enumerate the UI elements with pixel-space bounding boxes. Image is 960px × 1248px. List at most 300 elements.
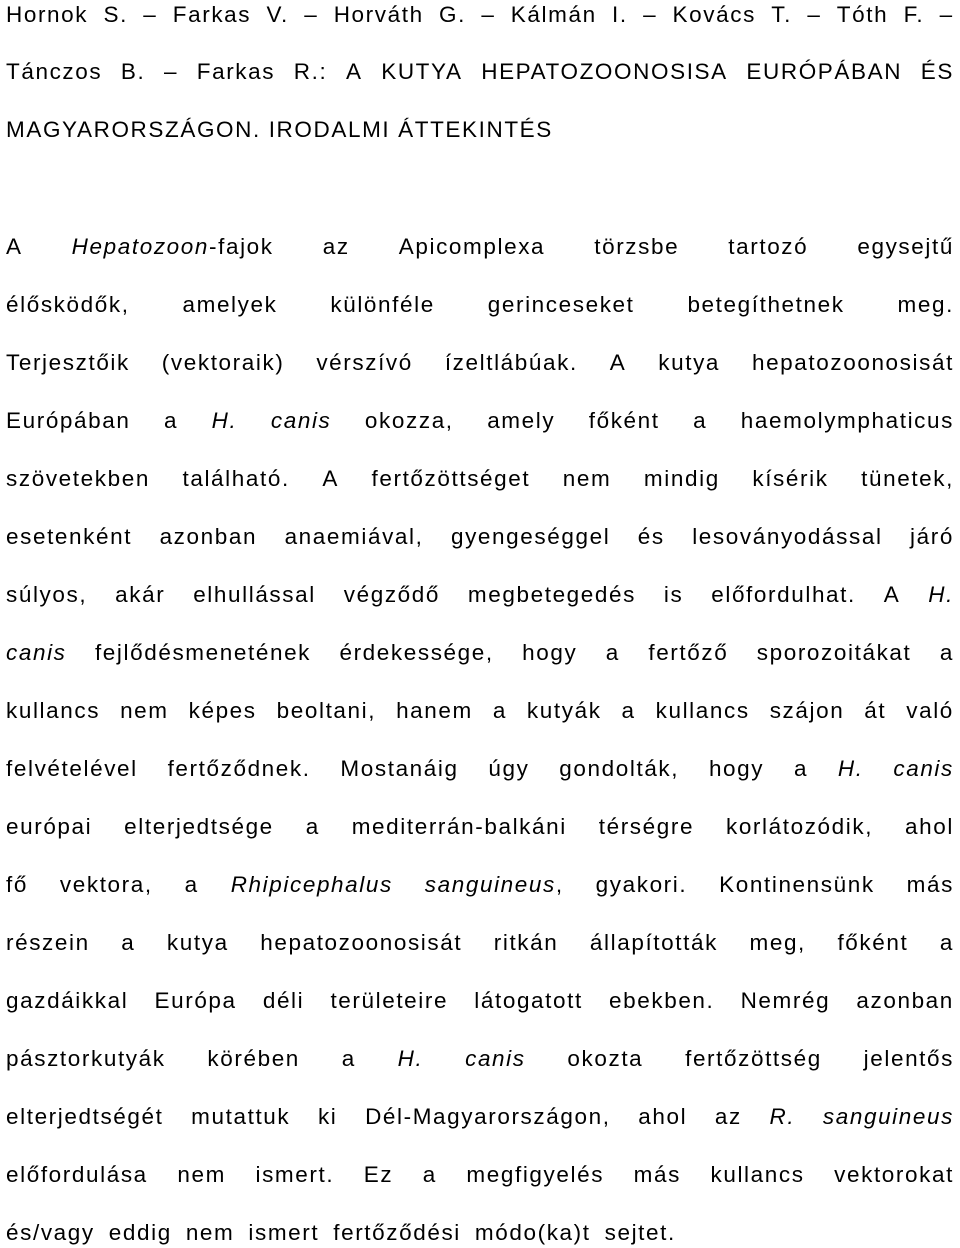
title-line-3 (6, 115, 954, 145)
word-text: főként (588, 408, 660, 433)
header-word: – (643, 2, 658, 27)
word-text: gazdáikkal (6, 988, 129, 1013)
word-text: ebekben. (609, 988, 715, 1013)
body-word (212, 408, 238, 434)
body-word (488, 292, 635, 318)
word-text: vérszívó (316, 350, 413, 375)
body-line (6, 928, 954, 958)
word-text: körében (207, 1046, 300, 1071)
body-word (563, 466, 612, 492)
body-word (606, 640, 620, 666)
word-text: azonban (159, 524, 258, 549)
body-word (609, 988, 714, 1014)
word-text: súlyos, (6, 582, 88, 607)
word-text: Terjesztőik (6, 350, 130, 375)
word-text: és/vagy (6, 1220, 95, 1245)
word-text: déli (262, 988, 305, 1013)
body-word (330, 988, 448, 1014)
body-word (752, 466, 828, 492)
italic-term: H. (837, 756, 864, 781)
italic-term: Rhipicephalus (230, 872, 393, 897)
word-text: kutyák (526, 698, 602, 723)
body-word (838, 756, 864, 782)
header-word: Farkas (196, 59, 276, 84)
body-word (248, 1220, 319, 1246)
word-text: vektorokat (834, 1162, 954, 1187)
body-word (522, 640, 577, 666)
body-word (728, 234, 808, 260)
word-text: anaemiával, (284, 524, 424, 549)
body-word (285, 524, 424, 550)
body-word (306, 814, 320, 840)
word-text: látogatott (474, 988, 583, 1013)
body-word (6, 234, 23, 260)
word-text: szövetekben (6, 466, 150, 491)
body-word (164, 408, 178, 434)
word-text: mutattuk (191, 1104, 291, 1129)
word-text: gerinceseket (487, 292, 635, 317)
word-text: főként (837, 930, 909, 955)
body-word (622, 698, 636, 724)
word-text: ismert (248, 1220, 320, 1245)
body-word (770, 1104, 796, 1130)
word-text: Apicomplexa (398, 234, 546, 259)
body-word (316, 350, 413, 376)
italic-term: Hepatozoon (71, 234, 210, 259)
body-line (6, 348, 954, 378)
word-text: az (322, 234, 350, 259)
word-text: az (714, 1104, 742, 1129)
word-suffix: , (555, 872, 564, 897)
body-word (182, 292, 277, 318)
body-word (685, 1046, 822, 1072)
body-word (823, 1104, 954, 1130)
word-text: képes (188, 698, 257, 723)
body-word (757, 640, 912, 666)
body-word (6, 988, 128, 1014)
word-text: található. (182, 466, 290, 491)
body-word (263, 988, 304, 1014)
body-word (589, 408, 660, 434)
italic-term: H. (928, 582, 954, 607)
body-word (168, 756, 311, 782)
author-line-1 (6, 0, 954, 30)
word-text: meg, (749, 930, 806, 955)
word-text: elhullással (193, 582, 316, 607)
italic-term: canis (465, 1046, 526, 1071)
word-text: járó (910, 524, 954, 549)
word-text: területeire (330, 988, 449, 1013)
body-word (644, 466, 720, 492)
body-word (940, 640, 954, 666)
body-line (6, 870, 954, 900)
body-word (120, 698, 169, 724)
word-text: ahol (638, 1104, 688, 1129)
word-text: a (422, 1162, 437, 1187)
word-text: ahol (904, 814, 954, 839)
header-word: – (143, 2, 158, 27)
word-text: hogy (522, 640, 578, 665)
body-word (364, 1162, 393, 1188)
body-line (6, 580, 954, 610)
body-word (6, 930, 90, 956)
word-text: térségre (598, 814, 695, 839)
italic-term: canis (893, 756, 954, 781)
body-word (693, 408, 707, 434)
body-word (162, 350, 285, 376)
word-text: módo(ka)t (474, 1220, 591, 1245)
word-text: elterjedtségét (6, 1104, 164, 1129)
header-word: Hornok (6, 2, 89, 27)
word-text: részein (6, 930, 90, 955)
body-word (451, 524, 610, 550)
word-text: okozza, (364, 408, 454, 433)
body-word (567, 1046, 643, 1072)
word-text: elterjedtsége (124, 814, 274, 839)
italic-term: sanguineus (424, 872, 556, 897)
header-word: A (345, 59, 363, 84)
body-word (231, 872, 393, 898)
word-text: megfigyelés (466, 1162, 605, 1187)
body-word (60, 872, 153, 898)
word-text: különféle (330, 292, 435, 317)
word-text: fertőzöttséget (371, 466, 531, 491)
header-word: R.: (293, 59, 328, 84)
body-word (752, 350, 954, 376)
body-word (837, 930, 908, 956)
body-word (719, 872, 875, 898)
body-word (177, 1162, 226, 1188)
body-word (638, 524, 665, 550)
author-title-line-2 (6, 57, 954, 87)
word-text: kutya (658, 350, 721, 375)
word-text: egysejtű (857, 234, 954, 259)
title-text: MAGYARORSZÁGON. IRODALMI ÁTTEKINTÉS (6, 117, 553, 142)
body-word (318, 1104, 337, 1130)
body-word (928, 582, 954, 608)
header-word: Horváth (333, 2, 424, 27)
word-text: Kontinensünk (719, 872, 875, 897)
word-text: hepatozoonosisát (260, 930, 463, 955)
italic-term: canis (6, 640, 67, 665)
body-word (741, 408, 954, 434)
word-text: Dél-Magyarországon, (365, 1104, 611, 1129)
word-text: sporozoitákat (756, 640, 912, 665)
word-text: megbetegedés (467, 582, 636, 607)
body-word (527, 698, 602, 724)
word-text: nem (177, 1162, 226, 1187)
word-text: ki (317, 1104, 338, 1129)
body-line (6, 1044, 954, 1074)
body-word (6, 1104, 164, 1130)
italic-term: H. (397, 1046, 424, 1071)
body-line (6, 986, 954, 1016)
word-text: fertőzöttség (685, 1046, 822, 1071)
body-line (6, 522, 954, 552)
body-word (494, 930, 559, 956)
body-word (475, 1220, 591, 1246)
word-text: állapították (589, 930, 718, 955)
body-word (124, 814, 274, 840)
body-word (6, 1162, 148, 1188)
body-word (893, 756, 954, 782)
body-word (6, 292, 130, 318)
body-word (340, 756, 458, 782)
word-text: eddig (108, 1220, 172, 1245)
word-text: a (184, 872, 199, 897)
header-word: V. (266, 2, 289, 27)
word-text: gyengeséggel (450, 524, 611, 549)
body-word (445, 350, 578, 376)
body-word (638, 1104, 687, 1130)
body-word (465, 1046, 526, 1072)
header-word: Tánczos (6, 59, 103, 84)
body-word (398, 1046, 424, 1072)
word-text: ízeltlábúak. (444, 350, 578, 375)
word-text: előfordulása (6, 1162, 148, 1187)
body-word (333, 1220, 461, 1246)
word-suffix: -fajok (209, 234, 274, 259)
body-word (207, 1046, 300, 1072)
body-word (907, 872, 954, 898)
word-text: A (6, 234, 23, 259)
body-word (6, 1220, 95, 1246)
word-text: A (609, 350, 627, 375)
word-text: akár (115, 582, 166, 607)
italic-term: sanguineus (822, 1104, 954, 1129)
word-text: haemolymphaticus (740, 408, 954, 433)
word-text: élősködők, (6, 292, 130, 317)
word-text: gondolták, (559, 756, 680, 781)
body-word (599, 814, 694, 840)
body-word (115, 582, 165, 608)
body-word (468, 582, 636, 608)
word-text: sejtet. (604, 1220, 676, 1245)
word-text: a (121, 930, 136, 955)
body-word (185, 872, 199, 898)
header-word: Kálmán (510, 2, 597, 27)
header-word: – (939, 2, 954, 27)
body-word (749, 930, 805, 956)
word-text: hepatozoonosisát (751, 350, 954, 375)
header-word: ÉS (920, 59, 954, 84)
word-text: kullancs (6, 698, 101, 723)
body-word (715, 1104, 742, 1130)
word-text: a (164, 408, 179, 433)
word-text: kutya (166, 930, 229, 955)
word-text: lesoványodással (692, 524, 883, 549)
body-word (726, 814, 873, 840)
word-text: Európa (154, 988, 237, 1013)
word-text: kísérik (752, 466, 829, 491)
body-word (864, 698, 886, 724)
header-word: – (304, 2, 319, 27)
word-text: Mostanáig (340, 756, 459, 781)
word-text: vektora, (59, 872, 153, 897)
word-text: európai (6, 814, 93, 839)
word-text: a (693, 408, 708, 433)
word-text: azonban (856, 988, 954, 1013)
word-text: fertőző (648, 640, 729, 665)
word-text: tartozó (728, 234, 809, 259)
body-word (710, 1162, 804, 1188)
header-word: Farkas (172, 2, 252, 27)
word-text: mindig (643, 466, 720, 491)
body-word (474, 988, 583, 1014)
header-word: I. (612, 2, 628, 27)
body-word (857, 234, 954, 260)
body-word (910, 524, 954, 550)
body-word (493, 698, 507, 724)
body-word (260, 930, 462, 956)
word-text: a (305, 814, 320, 839)
header-word: F. (903, 2, 925, 27)
body-word (559, 756, 679, 782)
word-text: kullancs (655, 698, 750, 723)
word-text: való (906, 698, 954, 723)
word-text: a (939, 640, 954, 665)
header-word: – (163, 59, 179, 84)
body-word (193, 582, 316, 608)
body-word (423, 1162, 437, 1188)
body-word (658, 350, 720, 376)
header-word: Kovács (672, 2, 756, 27)
word-text: hogy (708, 756, 765, 781)
body-line (6, 290, 954, 320)
header-word: B. (120, 59, 146, 84)
body-word (711, 582, 856, 608)
word-text: törzsbe (594, 234, 680, 259)
body-line (6, 754, 954, 784)
body-word (687, 292, 844, 318)
body-word (6, 350, 130, 376)
body-word (6, 1046, 166, 1072)
body-line (6, 812, 954, 842)
word-text: előfordulhat. (711, 582, 856, 607)
word-text: és (637, 524, 665, 549)
body-word (330, 292, 434, 318)
body-word (610, 350, 627, 376)
word-text: mediterrán-balkáni (351, 814, 567, 839)
word-text: nem (185, 1220, 235, 1245)
word-text: betegíthetnek (687, 292, 845, 317)
body-word (167, 930, 229, 956)
body-line (6, 1102, 954, 1132)
body-word (590, 930, 718, 956)
body-line (6, 464, 954, 494)
italic-term: H. (211, 408, 238, 433)
body-word (664, 582, 683, 608)
body-word (605, 1220, 676, 1246)
word-text: tünetek, (861, 466, 954, 491)
word-text: fertőződési (333, 1220, 461, 1245)
body-word (596, 872, 688, 898)
header-word: KUTYA (381, 59, 463, 84)
word-text: hanem (396, 698, 473, 723)
word-text: meg. (897, 292, 954, 317)
body-line (6, 406, 954, 436)
body-word (864, 1046, 954, 1072)
word-text: amely (487, 408, 556, 433)
word-text: más (906, 872, 954, 897)
body-word (6, 466, 150, 492)
body-word (277, 698, 376, 724)
body-line (6, 1218, 954, 1248)
body-word (255, 1162, 334, 1188)
body-word (6, 582, 87, 608)
body-word (339, 640, 493, 666)
word-text: Nemrég (740, 988, 831, 1013)
word-text: korlátozódik, (725, 814, 874, 839)
body-line (6, 696, 954, 726)
body-word (6, 640, 67, 666)
body-word (466, 1162, 604, 1188)
body-line (6, 1160, 954, 1190)
body-word (741, 988, 831, 1014)
body-word (109, 1220, 172, 1246)
word-text: a (341, 1046, 356, 1071)
word-text: nem (120, 698, 169, 723)
word-text: végződő (343, 582, 441, 607)
body-line (6, 638, 954, 668)
body-word (594, 234, 679, 260)
body-word (648, 640, 728, 666)
body-word (186, 1220, 235, 1246)
body-word (342, 1046, 356, 1072)
word-text: más (633, 1162, 681, 1187)
word-text: nem (562, 466, 612, 491)
word-text: A (322, 466, 339, 491)
word-text: kullancs (710, 1162, 805, 1187)
header-word: – (481, 2, 496, 27)
header-word: G. (439, 2, 466, 27)
body-word (95, 640, 311, 666)
word-text: át (864, 698, 887, 723)
body-word (372, 466, 531, 492)
body-word (709, 756, 764, 782)
body-word (656, 698, 750, 724)
word-text: a (621, 698, 636, 723)
word-text: Európában (6, 408, 131, 433)
word-text: érdekessége, (339, 640, 494, 665)
word-text: úgy (488, 756, 530, 781)
body-word (905, 814, 954, 840)
word-text: beoltani, (276, 698, 377, 723)
header-word: EURÓPÁBAN (746, 59, 903, 84)
word-text: a (793, 756, 809, 781)
body-word (352, 814, 567, 840)
body-word (6, 756, 138, 782)
body-word (692, 524, 882, 550)
body-word (770, 698, 845, 724)
header-word: – (807, 2, 822, 27)
italic-term: canis (270, 408, 332, 433)
header-word: Tóth (836, 2, 889, 27)
word-text: ismert. (255, 1162, 335, 1187)
body-word (6, 524, 132, 550)
body-word (794, 756, 808, 782)
body-word (856, 988, 954, 1014)
body-word (399, 234, 545, 260)
word-text: okozta (567, 1046, 644, 1071)
word-text: (vektoraik) (161, 350, 285, 375)
body-word (160, 524, 258, 550)
body-word (834, 1162, 954, 1188)
italic-term: R. (769, 1104, 796, 1129)
word-text: fejlődésmenetének (94, 640, 312, 665)
body-word (72, 234, 274, 260)
body-word (861, 466, 954, 492)
